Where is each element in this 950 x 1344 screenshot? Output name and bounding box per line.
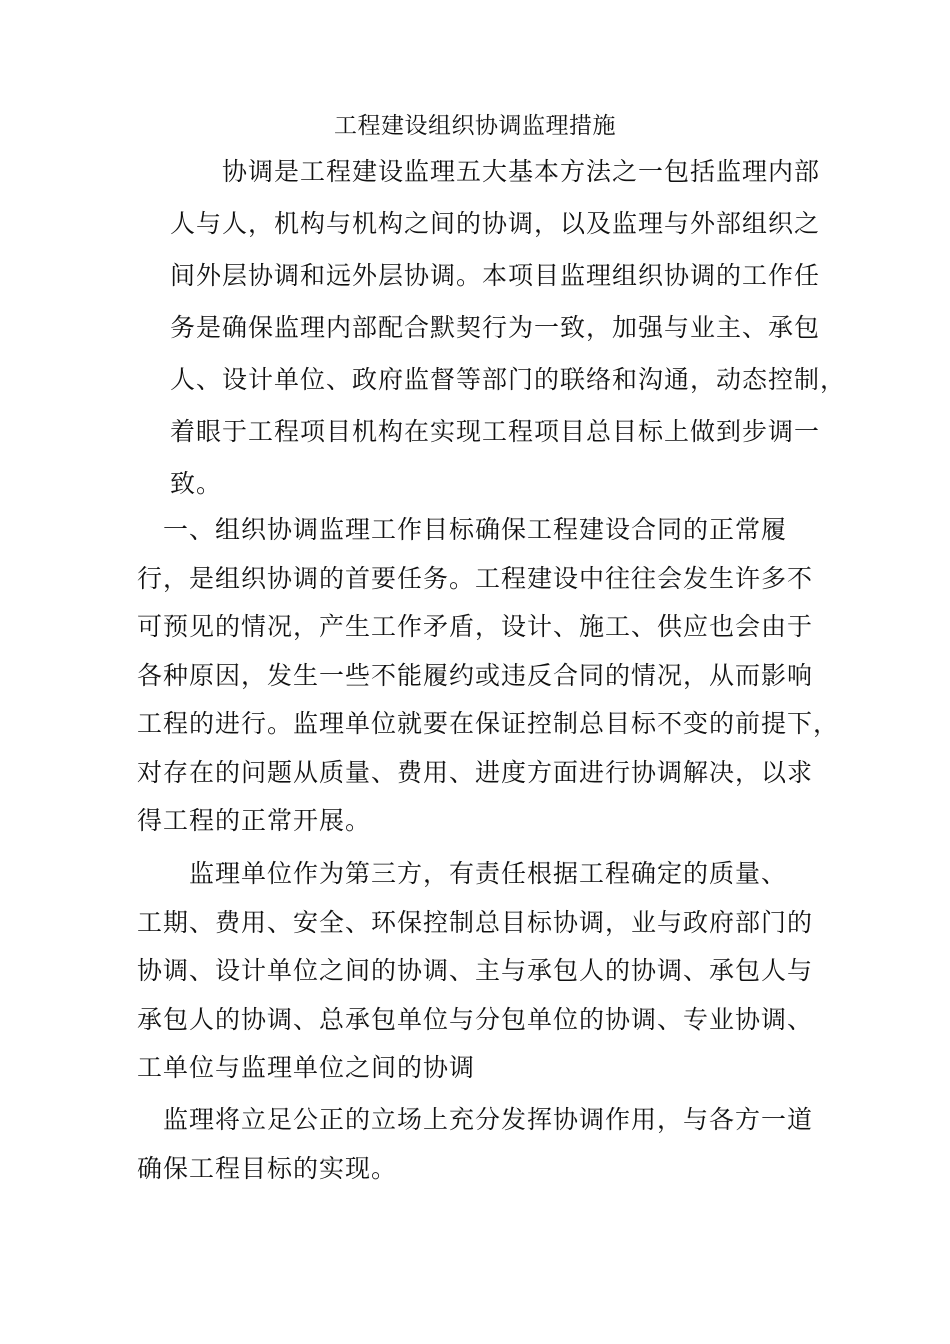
paragraph-line: 承包人的协调、总承包单位与分包单位的协调、专业协调、: [137, 1004, 814, 1034]
paragraph-line: 监理将立足公正的立场上充分发挥协调作用，与各方一道: [137, 1105, 814, 1134]
paragraph-line: 协调、设计单位之间的协调、主与承包人的协调、承包人与: [137, 956, 814, 985]
document-title: 工程建设组织协调监理措施: [334, 113, 616, 139]
paragraph-line: 监理单位作为第三方，有责任根据工程确定的质量、: [137, 859, 788, 888]
paragraph-third-party: [137, 850, 813, 1093]
paragraph-line: 致。: [170, 469, 223, 498]
paragraph-line: 得工程的正常开展。: [137, 806, 372, 835]
paragraph-line: 一、组织协调监理工作目标确保工程建设合同的正常履: [137, 515, 788, 544]
paragraph-intro: [170, 146, 846, 510]
paragraph-line: 协调是工程建设监理五大基本方法之一包括监理内部: [170, 157, 821, 186]
paragraph-goal: [137, 506, 839, 846]
paragraph-line: 务是确保监理内部配合默契行为一致，加强与业主、承包: [170, 313, 821, 342]
paragraph-line: 行，是组织协调的首要任务。工程建设中往往会发生许多不: [137, 563, 814, 593]
paragraph-line: 工期、费用、安全、环保控制总目标协调，业与政府部门的: [137, 907, 814, 937]
paragraph-line: 人与人，机构与机构之间的协调，以及监理与外部组织之: [170, 209, 821, 238]
paragraph-line: 工程的进行。监理单位就要在保证控制总目标不变的前提下，: [137, 709, 840, 738]
paragraph-line: 人、设计单位、政府监督等部门的联络和沟通，动态控制，: [170, 365, 847, 394]
paragraph-line: 确保工程目标的实现。: [137, 1153, 398, 1183]
paragraph-line: 可预见的情况，产生工作矛盾，设计、施工、供应也会由于: [137, 612, 814, 641]
paragraph-line: 各种原因，发生一些不能履约或违反合同的情况，从而影响: [137, 660, 814, 690]
paragraph-conclusion: [137, 1096, 813, 1193]
paragraph-line: 对存在的问题从质量、费用、进度方面进行协调解决，以求: [137, 757, 814, 787]
paragraph-line: 间外层协调和远外层协调。本项目监理组织协调的工作任: [170, 261, 821, 290]
paragraph-line: 工单位与监理单位之间的协调: [137, 1053, 476, 1082]
paragraph-line: 着眼于工程项目机构在实现工程项目总目标上做到步调一: [170, 417, 821, 446]
